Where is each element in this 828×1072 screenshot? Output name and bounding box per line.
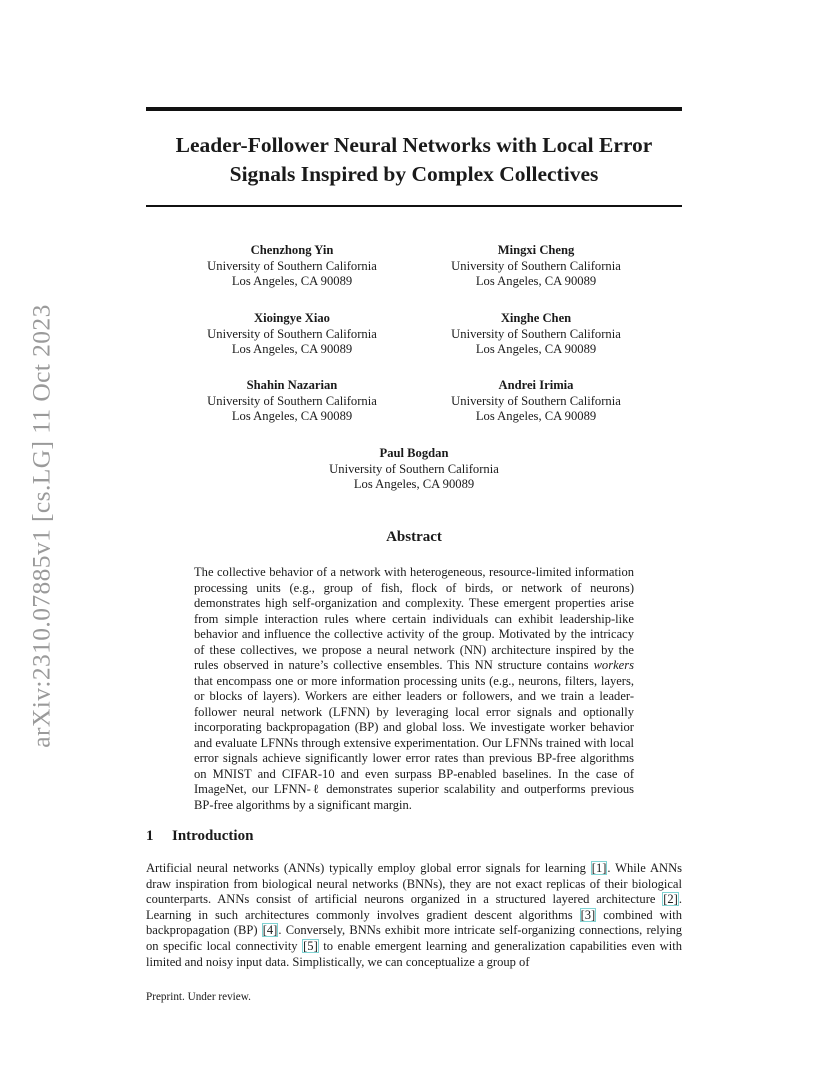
citation-link[interactable]: [4] [262, 923, 278, 938]
arxiv-identifier-stamp [20, 291, 64, 761]
paper-title [146, 131, 682, 189]
abstract-text-part: The collective behavior of a network with heterogeneous, resource-limited information processing units (e.g., group of fish, flock of birds, or network of neurons) demonstrates high self-organization and complexity. These emergent properties arise from simple interaction rules where certain individuals can exhibit leadership-like behavior and influence the collective activity of the group. Motivated by the intricacy of these collectives, we propose a neural network (NN) architecture inspired by the rules observed in nature’s collective ensembles. This NN structure contains [194, 565, 634, 672]
abstract-text [194, 565, 634, 813]
author-name: Xioingye Xiao [254, 311, 330, 325]
author-block [284, 446, 544, 493]
citation-link[interactable]: [3] [580, 907, 596, 922]
title-bottom-rule [146, 205, 682, 207]
abstract-emphasis: workers [593, 658, 634, 672]
citation-link[interactable]: [2] [663, 892, 678, 907]
section-title: Introduction [172, 828, 254, 844]
arxiv-identifier-text: arXiv:2310.07885v1 [cs.LG] 11 Oct 2023 [27, 304, 56, 748]
author-address: Los Angeles, CA 90089 [475, 342, 597, 356]
author-block [162, 243, 422, 290]
author-affiliation: University of Southern California [451, 326, 621, 341]
author-affiliation: University of Southern California [329, 461, 499, 476]
abstract-heading: Abstract [386, 529, 442, 545]
introduction-paragraph [146, 861, 682, 970]
author-block [406, 311, 666, 358]
paragraph-text: to enable emergent learning and generalization capabilities even with limited and noisy input data. Simplistically, we can conceptualize a group of [146, 938, 682, 969]
author-affiliation: University of Southern California [207, 326, 377, 341]
paper-title-line-1: Leader-Follower Neural Networks with Local Error [175, 133, 653, 157]
section-number: 1 [146, 828, 154, 844]
author-name: Chenzhong Yin [250, 243, 334, 257]
author-name: Paul Bogdan [379, 446, 449, 460]
citation-link[interactable]: [5] [303, 938, 318, 953]
author-affiliation: University of Southern California [207, 393, 377, 408]
author-address: Los Angeles, CA 90089 [231, 342, 353, 356]
author-address: Los Angeles, CA 90089 [475, 274, 597, 288]
title-top-rule [146, 107, 682, 111]
paragraph-text: . Learning in such architectures commonly involves gradient descent algorithms [146, 892, 682, 922]
author-name: Xinghe Chen [500, 311, 572, 325]
author-name: Andrei Irimia [498, 378, 574, 392]
author-block [406, 243, 666, 290]
author-affiliation: University of Southern California [451, 393, 621, 408]
page-footer: Preprint. Under review. [146, 991, 251, 1003]
paragraph-text: . Conversely, BNNs exhibit more intricate self-organizing connections, relying on specific local connectivity [146, 923, 682, 953]
author-block [406, 378, 666, 425]
author-block [162, 378, 422, 425]
author-affiliation: University of Southern California [451, 258, 621, 273]
author-address: Los Angeles, CA 90089 [475, 409, 597, 423]
author-affiliation: University of Southern California [207, 258, 377, 273]
citation-link[interactable]: [1] [591, 861, 607, 875]
abstract-text-part: that encompass one or more information processing units (e.g., neurons, filters, layers, or blocks of layers). Workers are either leaders or followers, and we train a leader-follower neural network (LFNN) by leveraging local error signals and optionally incorporating backpropagation (BP) and global loss. We investigate worker behavior and evaluate LFNNs through extensive experimentation. Our LFNNs trained with local error signals achieve significantly lower error rates than previous BP-free algorithms on MNIST and CIFAR-10 and even surpass BP-enabled baselines. In the case of ImageNet, our LFNN-ℓ demonstrates superior scalability and outperforms previous BP-free algorithms by a significant margin. [194, 673, 634, 812]
author-name: Shahin Nazarian [246, 378, 338, 392]
paragraph-text: . While ANNs draw inspiration from biological neural networks (BNNs), they are not exact replicas of their biological counterparts. ANNs consist of artificial neurons organized in a structured layered architecture [146, 861, 683, 907]
author-address: Los Angeles, CA 90089 [231, 274, 353, 288]
author-name: Mingxi Cheng [497, 243, 575, 257]
paragraph-text: Artificial neural networks (ANNs) typically employ global error signals for learning [146, 861, 591, 875]
paper-title-line-2: Signals Inspired by Complex Collectives [229, 162, 599, 186]
author-block [162, 311, 422, 358]
paragraph-text: combined with backpropagation (BP) [146, 907, 682, 938]
author-address: Los Angeles, CA 90089 [353, 477, 475, 491]
author-address: Los Angeles, CA 90089 [231, 409, 353, 423]
section-heading [146, 828, 253, 845]
